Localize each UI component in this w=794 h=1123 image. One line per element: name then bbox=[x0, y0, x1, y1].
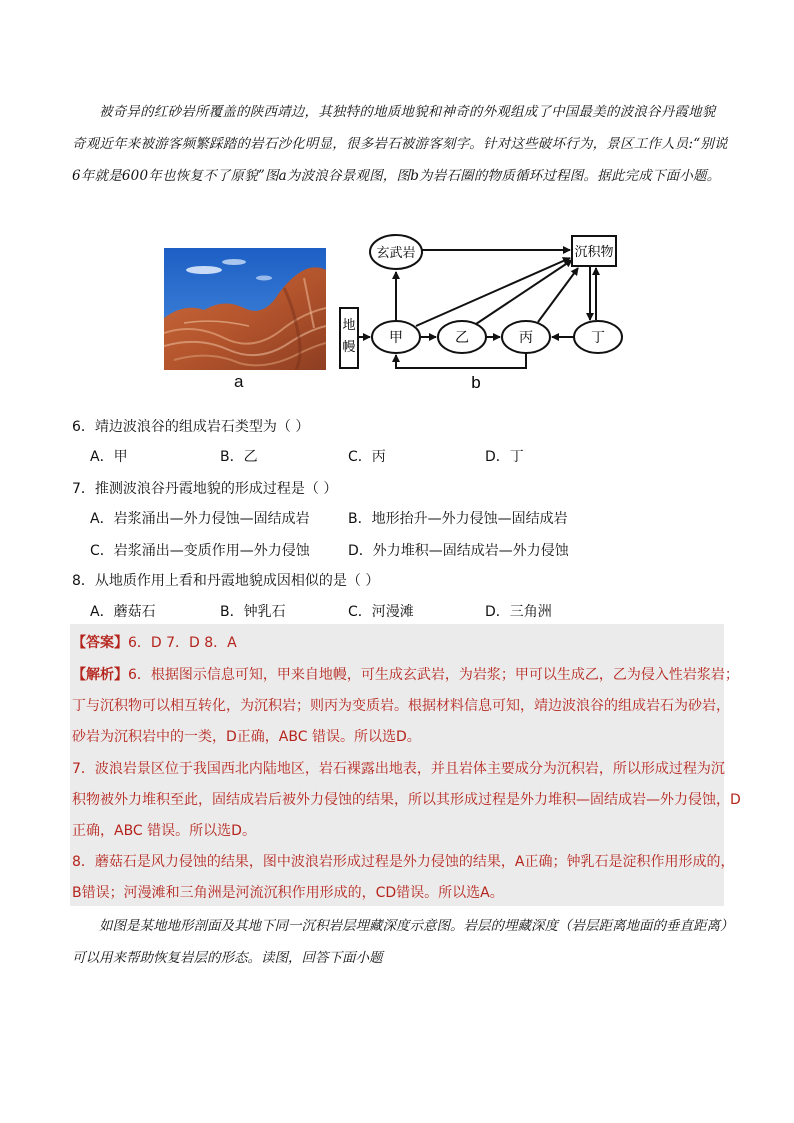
option: D．丁 bbox=[485, 449, 524, 465]
rock-ding-label: 丁 bbox=[591, 330, 605, 346]
option: D．三角洲 bbox=[485, 604, 552, 620]
option: C．河漫滩 bbox=[348, 604, 414, 620]
intro-paragraph: 被奇异的红砂岩所覆盖的陕西靖边，其独特的地质地貌和神奇的外观组成了中国最美的波浪谷丹霞地貌奇观近年来被游客频繁踩踏的岩石沙化明显，很多岩石被游客刻字。针对这些破坏行为，景区工作人员:“别说6年就是600年也恢复不了原貌”图a为波浪谷景观图，图b为岩石圈的物质循环过程图。据此完成下面小题。 bbox=[72, 104, 728, 184]
answer-line bbox=[72, 632, 237, 652]
answer-text: 6．D 7．D 8．A bbox=[128, 635, 237, 651]
figure-label-a: a bbox=[234, 372, 244, 391]
wave-valley-photo bbox=[164, 248, 326, 370]
mantle-label-1: 地 bbox=[342, 318, 356, 333]
option: B．地形抬升—外力侵蚀—固结成岩 bbox=[348, 511, 568, 527]
option: A．岩浆涌出—外力侵蚀—固结成岩 bbox=[90, 511, 310, 527]
rock-bing-label: 丙 bbox=[519, 330, 533, 346]
sediment-label: 沉积物 bbox=[574, 245, 614, 260]
analysis-line-7: 8．蘑菇石是风力侵蚀的结果，图中波浪岩形成过程是外力侵蚀的结果，A正确；钟乳石是淀积作用形成的， bbox=[72, 854, 735, 870]
analysis-line-6: 正确，ABC 错误。所以选D。 bbox=[72, 823, 256, 839]
option: B．乙 bbox=[220, 449, 258, 465]
option: B．钟乳石 bbox=[220, 604, 286, 620]
question-6: 6．靖边波浪谷的组成岩石类型为（ ） bbox=[72, 419, 310, 435]
option: C．岩浆涌出—变质作用—外力侵蚀 bbox=[90, 543, 310, 559]
basalt-label: 玄武岩 bbox=[376, 246, 416, 261]
rock-cycle-diagram bbox=[338, 228, 630, 398]
analysis-line-8: B错误；河漫滩和三角洲是河流沉积作用形成的，CD错误。所以选A。 bbox=[72, 885, 504, 901]
figure-label-b: b bbox=[471, 373, 481, 392]
question-7: 7．推测波浪谷丹霞地貌的形成过程是（ ） bbox=[72, 481, 338, 497]
option: D．外力堆积—固结成岩—外力侵蚀 bbox=[348, 543, 569, 559]
analysis-line-4: 7．波浪岩景区位于我国西北内陆地区，岩石裸露出地表，并且岩体主要成分为沉积岩，所以形成过程为沉 bbox=[72, 761, 725, 777]
analysis-line-1: 【解析】6．根据图示信息可知，甲来自地幔，可生成玄武岩，为岩浆；甲可以生成乙，乙为侵入性岩浆岩； bbox=[72, 667, 739, 683]
question-8: 8．从地质作用上看和丹霞地貌成因相似的是（ ） bbox=[72, 573, 380, 589]
option: A．蘑菇石 bbox=[90, 604, 156, 620]
option: C．丙 bbox=[348, 449, 386, 465]
analysis-line-5: 积物被外力堆积至此，固结成岩后被外力侵蚀的结果，所以其形成过程是外力堆积—固结成岩—外力侵蚀，D bbox=[72, 792, 741, 808]
next-intro-paragraph: 如图是某地地形剖面及其地下同一沉积岩层埋藏深度示意图。岩层的埋藏深度（岩层距离地面的垂直距离）可以用来帮助恢复岩层的形态。读图，回答下面小题 bbox=[72, 918, 727, 966]
mantle-label-2: 幔 bbox=[342, 340, 356, 355]
option: A．甲 bbox=[90, 449, 128, 465]
rock-yi-label: 乙 bbox=[455, 330, 469, 346]
analysis-line-2: 丁与沉积物可以相互转化，为沉积岩；则丙为变质岩。根据材料信息可知，靖边波浪谷的组成岩石为砂岩， bbox=[72, 698, 730, 714]
mantle-box bbox=[340, 308, 358, 368]
rock-jia-label: 甲 bbox=[389, 330, 403, 346]
figure bbox=[160, 228, 630, 398]
answer-tag: 【答案】 bbox=[72, 635, 128, 651]
analysis-tag: 【解析】 bbox=[72, 667, 128, 683]
analysis-line-3: 砂岩为沉积岩中的一类，D正确，ABC 错误。所以选D。 bbox=[72, 729, 421, 745]
